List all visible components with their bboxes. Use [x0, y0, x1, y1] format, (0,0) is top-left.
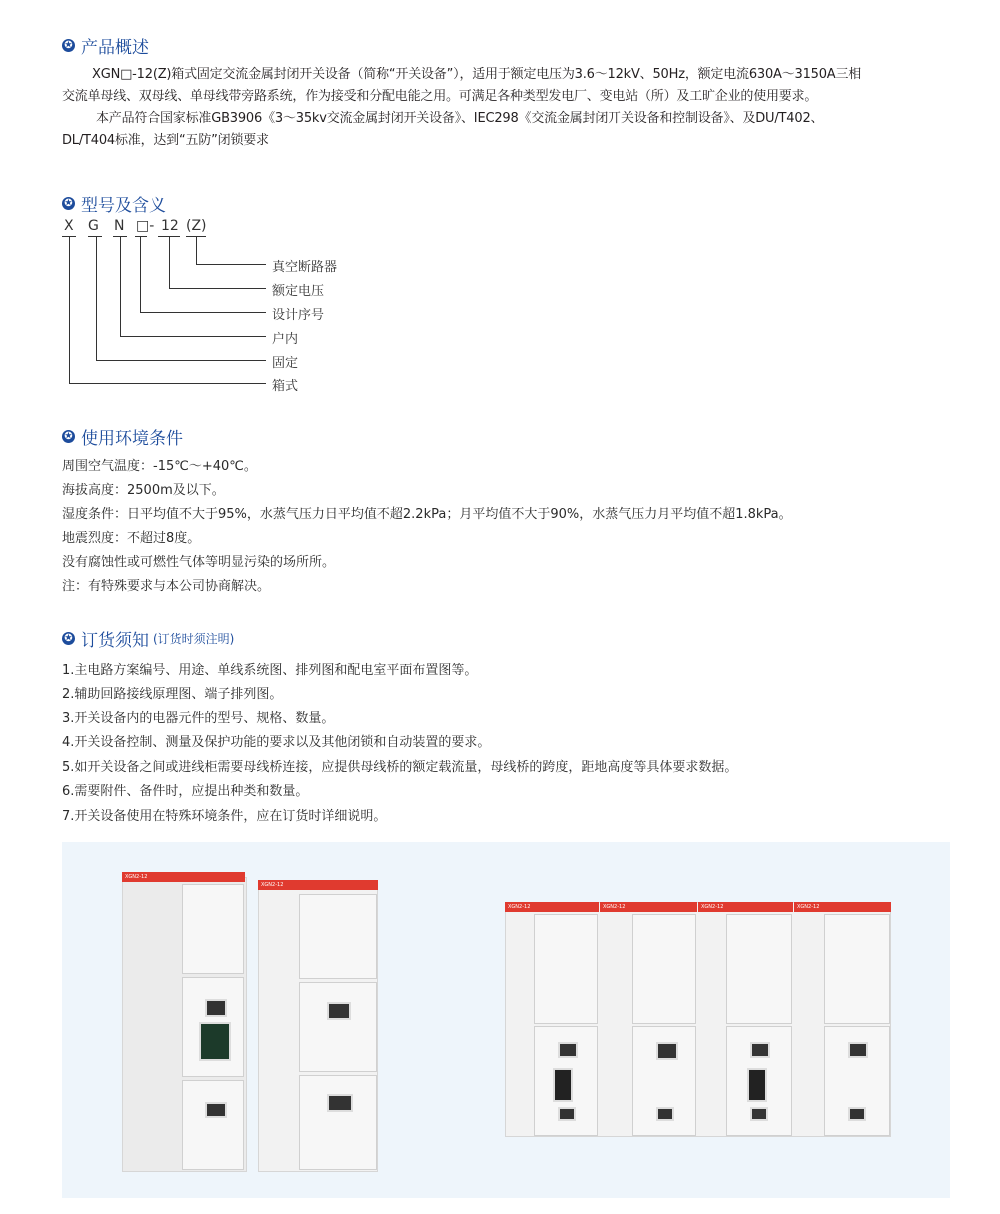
title-text: 订货须知	[81, 631, 149, 651]
cabinet-label: XGN2-12	[794, 902, 891, 912]
code-z: (Z)	[186, 218, 207, 234]
section-title-environment	[62, 424, 183, 449]
meaning-vacuum-breaker: 真空断路器	[272, 260, 338, 275]
order-item: 4.开关设备控制、测量及保护功能的要求以及其他闭锁和自动装置的要求。	[62, 735, 491, 750]
meaning-box-type: 箱式	[272, 379, 299, 394]
meaning-fixed: 固定	[272, 356, 299, 371]
overview-para1-line2: 交流单母线、双母线、单母线带旁路系统，作为接受和分配电能之用。可满足各种类型发电厂、变电站（所）及工旷企业的使用要求。	[62, 89, 818, 104]
overview-para2-line2: DL/T404标准，达到“五防”闭锁要求	[62, 133, 269, 148]
code-g: G	[88, 218, 99, 234]
overview-para1-line1: XGN□-12(Z)箱式固定交流金属封闭开关设备（简称“开关设备”），适用于额定电压为3.6～12kV、50Hz，额定电流630A～3150A三相	[92, 67, 862, 82]
env-item: 周围空气温度：-15℃～+40℃。	[62, 459, 257, 474]
code-x: X	[64, 218, 74, 234]
star-icon: ✪	[62, 430, 75, 443]
title-text: 使用环境条件	[81, 429, 183, 449]
order-item: 7.开关设备使用在特殊环境条件，应在订货时详细说明。	[62, 809, 387, 824]
order-item: 5.如开关设备之间或进线柜需要母线桥连接，应提供母线桥的额定载流量，母线桥的跨度，距地高度等具体要求数据。	[62, 760, 738, 775]
ordering-subtitle: (订货时须注明)	[153, 632, 235, 646]
order-item: 3.开关设备内的电器元件的型号、规格、数量。	[62, 711, 335, 726]
star-icon: ✪	[62, 632, 75, 645]
cabinet-label: XGN2-12	[505, 902, 599, 912]
cabinet-label: XGN2-12	[122, 872, 245, 882]
cabinet-label: XGN2-12	[258, 880, 378, 890]
env-item: 注：有特殊要求与本公司协商解决。	[62, 579, 271, 594]
code-box: □-	[136, 218, 155, 234]
meaning-rated-voltage: 额定电压	[272, 284, 325, 299]
meaning-design-number: 设计序号	[272, 308, 325, 323]
title-text: 型号及含义	[81, 196, 166, 216]
overview-para2-line1: 本产品符合国家标准GB3906《3～35kv交流金属封闭开关设备》、IEC298《交流金属封闭丌关设备和控制设备》、及DU/T402、	[96, 111, 824, 126]
star-icon: ✪	[62, 197, 75, 210]
order-item: 6.需要附件、备件时，应提出种类和数量。	[62, 784, 309, 799]
order-item: 2.辅助回路接线原理图、端子排列图。	[62, 687, 283, 702]
meaning-indoor: 户内	[272, 332, 299, 347]
order-item: 1.主电路方案编号、用途、单线系统图、排列图和配电室平面布置图等。	[62, 663, 478, 678]
product-photo	[62, 842, 950, 1198]
code-n: N	[114, 218, 125, 234]
env-item: 湿度条件：日平均值不大于95%，水蒸气压力日平均值不超2.2kPa；月平均值不大于90%，水蒸气压力月平均值不超1.8kPa。	[62, 507, 792, 522]
section-title-overview	[62, 33, 149, 58]
title-text: 产品概述	[81, 38, 149, 58]
section-title-model	[62, 191, 166, 216]
cabinet-label: XGN2-12	[698, 902, 793, 912]
code-12: 12	[161, 218, 179, 234]
star-icon: ✪	[62, 39, 75, 52]
env-item: 地震烈度：不超过8度。	[62, 531, 201, 546]
section-title-ordering	[62, 626, 234, 651]
cabinet-label: XGN2-12	[600, 902, 697, 912]
env-item: 没有腐蚀性或可燃性气体等明显污染的场所所。	[62, 555, 336, 570]
env-item: 海拔高度：2500m及以下。	[62, 483, 225, 498]
